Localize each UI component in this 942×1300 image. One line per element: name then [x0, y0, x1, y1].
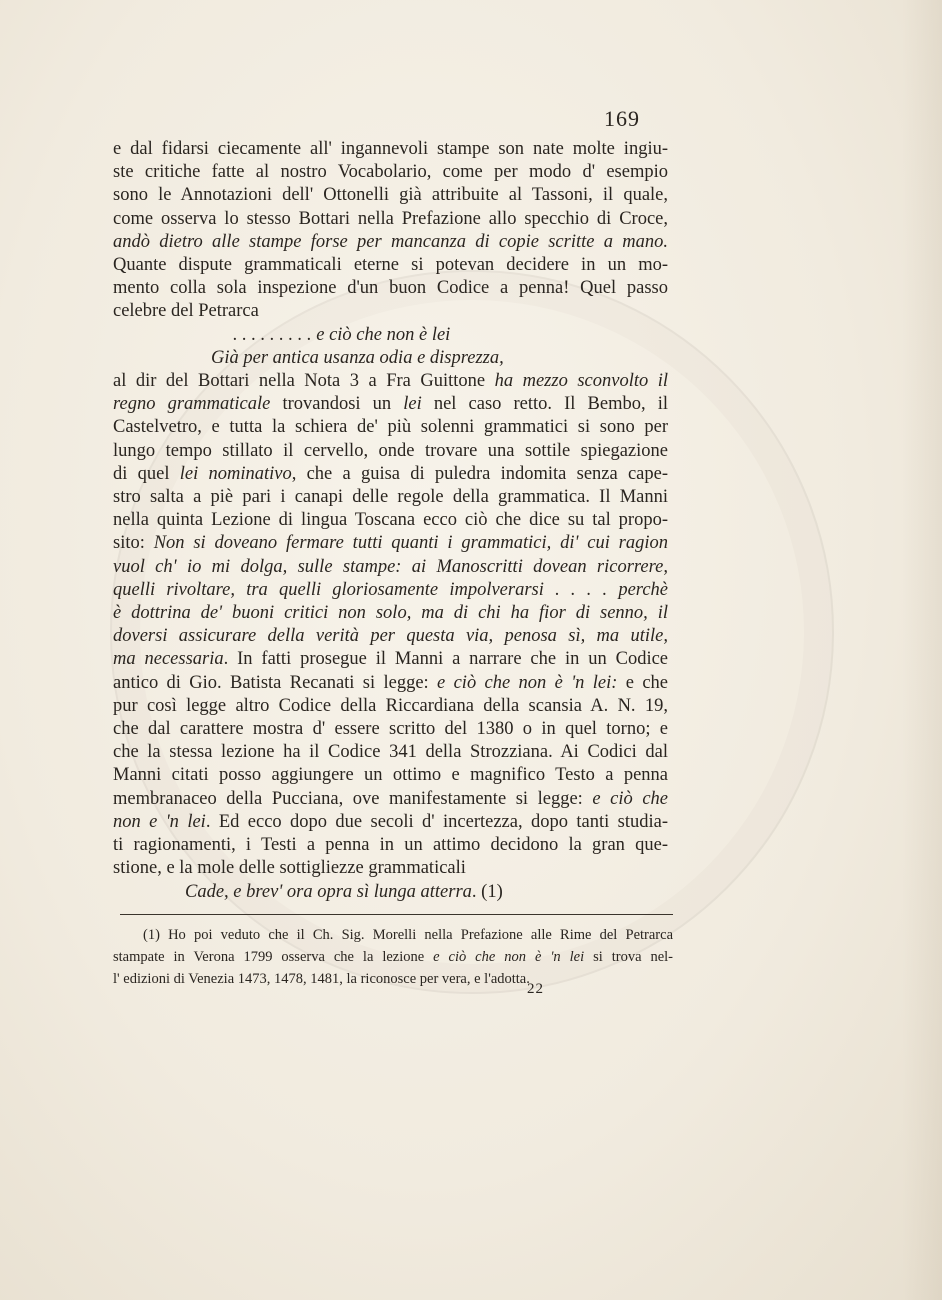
- text-segment: trovandosi un: [270, 394, 404, 415]
- footnote-line: [113, 968, 673, 990]
- page-number: 169: [604, 106, 640, 131]
- text-segment: Quante dispute grammaticali eterne si potevan decidere in un mo-: [113, 255, 668, 276]
- text-line: [113, 300, 668, 323]
- text-line: [113, 138, 668, 161]
- text-segment: . Ed ecco dopo due secoli d' incertezza, dopo tanti studia-: [205, 811, 668, 832]
- italic-segment: e ciò che: [592, 788, 668, 809]
- text-line: [113, 161, 668, 184]
- text-segment: come osserva lo stesso Bottari nella Prefazione allo specchio di Croce,: [113, 208, 668, 229]
- text-segment: che la stessa lezione ha il Codice 341 della Strozziana. Ai Codici dal: [113, 742, 668, 763]
- text-segment: Manni citati posso aggiungere un ottimo e magnifico Testo a penna: [113, 765, 668, 786]
- text-line: [113, 463, 668, 486]
- italic-segment: e ciò che non è 'n lei:: [437, 672, 618, 693]
- text-segment: mento colla sola inspezione d'un buon Codice a penna! Quel passo: [113, 278, 668, 299]
- text-line: [113, 695, 668, 718]
- text-line: [113, 602, 668, 625]
- text-line: [113, 254, 668, 277]
- verse-line: [113, 881, 668, 904]
- text-line: [113, 416, 668, 439]
- text-line: [113, 231, 668, 254]
- body-text: [113, 138, 668, 904]
- text-line: [113, 648, 668, 671]
- italic-segment: . . . . . . . . . e ciò che non è lei: [233, 324, 451, 345]
- text-line: [113, 764, 668, 787]
- text-line: [113, 788, 668, 811]
- text-segment: l' edizioni di Venezia 1473, 1478, 1481, la riconosce per vera, e l'adotta.: [113, 971, 530, 987]
- text-line: [113, 625, 668, 648]
- italic-segment: doversi assicurare della verità per questa via, penosa sì, ma utile,: [113, 626, 668, 647]
- text-segment: celebre del Petrarca: [113, 301, 259, 322]
- italic-segment: e ciò che non è 'n lei: [433, 949, 585, 965]
- text-segment: sito:: [113, 533, 154, 554]
- text-line: [113, 811, 668, 834]
- italic-segment: regno grammaticale: [113, 394, 271, 415]
- verse-line: [113, 347, 668, 370]
- text-segment: lungo tempo stillato il cervello, onde trovare una sottile spiegazione: [113, 440, 668, 461]
- text-line: [113, 208, 668, 231]
- italic-segment: Cade, e brev' ora opra sì lunga atterra: [185, 881, 472, 902]
- text-line: [113, 579, 668, 602]
- text-line: [113, 370, 668, 393]
- italic-segment: lei: [403, 394, 422, 415]
- text-line: [113, 857, 668, 880]
- text-segment: . (1): [471, 881, 503, 902]
- text-line: [113, 532, 668, 555]
- text-line: [113, 672, 668, 695]
- text-line: [113, 718, 668, 741]
- italic-segment: è dottrina de' buoni critici non solo, ma di chi ha fior di senno, il: [113, 603, 668, 624]
- text-segment: . In fatti prosegue il Manni a narrare che in un Codice: [223, 649, 669, 670]
- text-segment: (1) Ho poi veduto che il Ch. Sig. Morelli nella Prefazione alle Rime del Petrarca: [143, 927, 673, 943]
- footnote-line: [113, 924, 673, 946]
- text-line: [113, 741, 668, 764]
- italic-segment: Non si doveano fermare tutti quanti i grammatici, di' cui ragion: [153, 533, 668, 554]
- text-segment: pur così legge altro Codice della Riccardiana della scansia A. N. 19,: [113, 695, 668, 716]
- text-line: [113, 509, 668, 532]
- text-line: [113, 184, 668, 207]
- italic-segment: non e 'n lei: [113, 811, 206, 832]
- text-segment: , che a guisa di puledra indomita senza cape-: [291, 463, 668, 484]
- italic-segment: Già per antica usanza odia e disprezza,: [211, 347, 504, 368]
- page-edge-shadow: [902, 0, 942, 1300]
- text-segment: e che: [617, 672, 668, 693]
- text-segment: sono le Annotazioni dell' Ottonelli già attribuite al Tassoni, il quale,: [113, 185, 668, 206]
- text-segment: ti ragionamenti, i Testi a penna in un attimo decidono la gran que-: [113, 835, 668, 856]
- italic-segment: ma necessaria: [113, 649, 224, 670]
- text-line: [113, 277, 668, 300]
- text-segment: nel caso retto. Il Bembo, il: [421, 394, 668, 415]
- italic-segment: quelli rivoltare, tra quelli gloriosamente impolverarsi . . . . perchè: [113, 579, 668, 600]
- text-segment: Castelvetro, e tutta la schiera de' più solenni grammatici si sono per: [113, 417, 668, 438]
- text-line: [113, 834, 668, 857]
- italic-segment: andò dietro alle stampe forse per mancanza di copie scritte a mano.: [113, 231, 668, 252]
- footnote: [113, 924, 673, 990]
- text-segment: e dal fidarsi ciecamente all' ingannevoli stampe son nate molte ingiu-: [113, 139, 668, 159]
- signature-mark: 22: [527, 981, 544, 997]
- text-segment: di quel: [113, 463, 180, 484]
- footnote-line: [113, 946, 673, 968]
- italic-segment: lei nominativo: [179, 463, 292, 484]
- text-line: [113, 556, 668, 579]
- text-segment: stione, e la mole delle sottigliezze grammaticali: [113, 858, 466, 879]
- text-line: [113, 486, 668, 509]
- footnote-rule: [120, 914, 673, 915]
- text-segment: al dir del Bottari nella Nota 3 a Fra Guittone: [113, 371, 495, 392]
- italic-segment: ha mezzo sconvolto il: [494, 371, 668, 392]
- text-segment: stro salta a piè pari i canapi delle regole della grammatica. Il Manni: [113, 487, 668, 508]
- verse-line: [113, 324, 668, 347]
- text-segment: antico di Gio. Batista Recanati si legge:: [113, 672, 438, 693]
- text-segment: nella quinta Lezione di lingua Toscana ecco ciò che dice su tal propo-: [113, 510, 668, 531]
- text-segment: si trova nel-: [584, 949, 673, 965]
- italic-segment: vuol ch' io mi dolga, sulle stampe: ai Manoscritti dovean ricorrere,: [113, 556, 668, 577]
- text-segment: che dal carattere mostra d' essere scritto del 1380 o in quel torno; e: [113, 719, 668, 740]
- text-segment: stampate in Verona 1799 osserva che la lezione: [113, 949, 434, 965]
- text-line: [113, 393, 668, 416]
- text-segment: ste critiche fatte al nostro Vocabolario, come per modo d' esempio: [113, 162, 668, 183]
- text-segment: membranaceo della Pucciana, ove manifestamente si legge:: [113, 788, 593, 809]
- text-line: [113, 440, 668, 463]
